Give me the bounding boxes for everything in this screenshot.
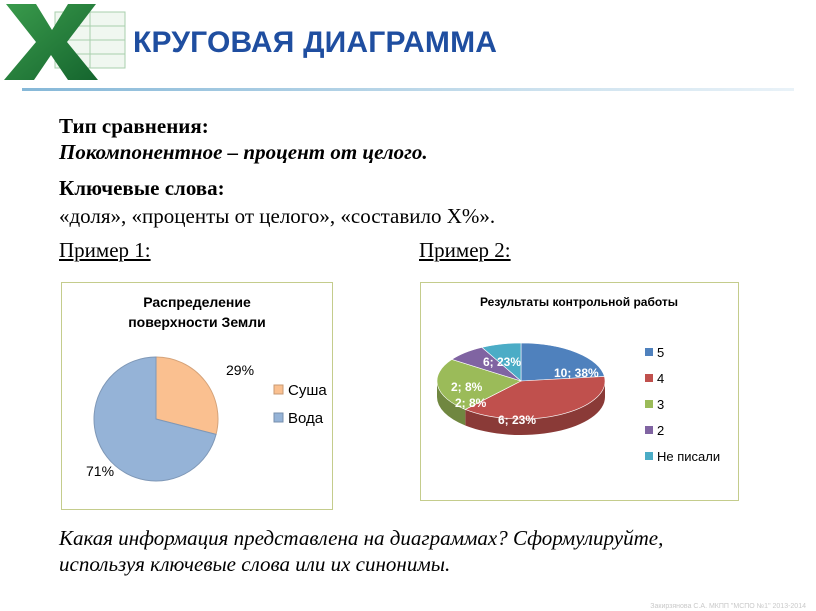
chart2-legend-swatch-1 <box>645 348 653 356</box>
keywords-heading: Ключевые слова: <box>59 176 225 200</box>
chart1-frame <box>61 282 333 510</box>
slide-title: КРУГОВАЯ ДИАГРАММА <box>133 26 498 59</box>
chart2-title: Результаты контрольной работы <box>479 295 679 309</box>
title-divider <box>22 88 794 91</box>
chart1-title-line1: Распределение <box>143 294 251 310</box>
chart2-legend-swatch-5 <box>645 452 653 460</box>
chart2-svg <box>421 283 738 500</box>
chart1-legend-swatch-1 <box>274 385 283 394</box>
chart2-legend-label-3: 3 <box>657 397 665 412</box>
example2-label: Пример 2: <box>419 238 511 262</box>
chart2-legend-label-2: 4 <box>657 371 665 386</box>
chart2-data-label-3: 6; 23% <box>498 413 537 427</box>
keywords-text: «доля», «проценты от целого», «составило X%». <box>59 204 496 228</box>
chart2-legend-label-4: 2 <box>657 423 665 438</box>
chart2-data-label-2: 10; 38% <box>554 366 599 380</box>
chart2-legend-swatch-3 <box>645 400 653 408</box>
chart1-data-label-1: 29% <box>226 362 255 378</box>
chart2-frame <box>420 282 739 501</box>
chart1-svg <box>62 283 332 509</box>
question-line1: Какая информация представлена на диаграммах? Сформулируйте, <box>59 526 664 550</box>
chart2-data-label-5: 2; 8% <box>451 380 483 394</box>
excel-logo-icon <box>0 0 140 80</box>
chart2-data-label-1: 6; 23% <box>483 355 522 369</box>
comparison-text: Покомпонентное – процент от целого. <box>59 140 428 164</box>
question-line2: используя ключевые слова или их синонимы. <box>59 552 451 576</box>
chart2-legend-label-1: 5 <box>657 345 665 360</box>
footer-credit: Закирзянова С.А. МКПП "МСПО №1" 2013-2014 <box>650 603 806 610</box>
example1-label: Пример 1: <box>59 238 151 262</box>
chart1-legend-label-2: Вода <box>288 410 324 427</box>
chart1-legend-label-1: Суша <box>288 382 327 399</box>
comparison-heading: Тип сравнения: <box>59 114 209 138</box>
chart2-legend-swatch-4 <box>645 426 653 434</box>
chart1-title-line2: поверхности Земли <box>128 314 266 330</box>
chart1-data-label-2: 71% <box>86 463 115 479</box>
chart2-data-label-4: 2; 8% <box>455 396 487 410</box>
chart2-legend-label-5: Не писали <box>657 449 721 464</box>
chart1-legend-swatch-2 <box>274 413 283 422</box>
chart2-legend-swatch-2 <box>645 374 653 382</box>
